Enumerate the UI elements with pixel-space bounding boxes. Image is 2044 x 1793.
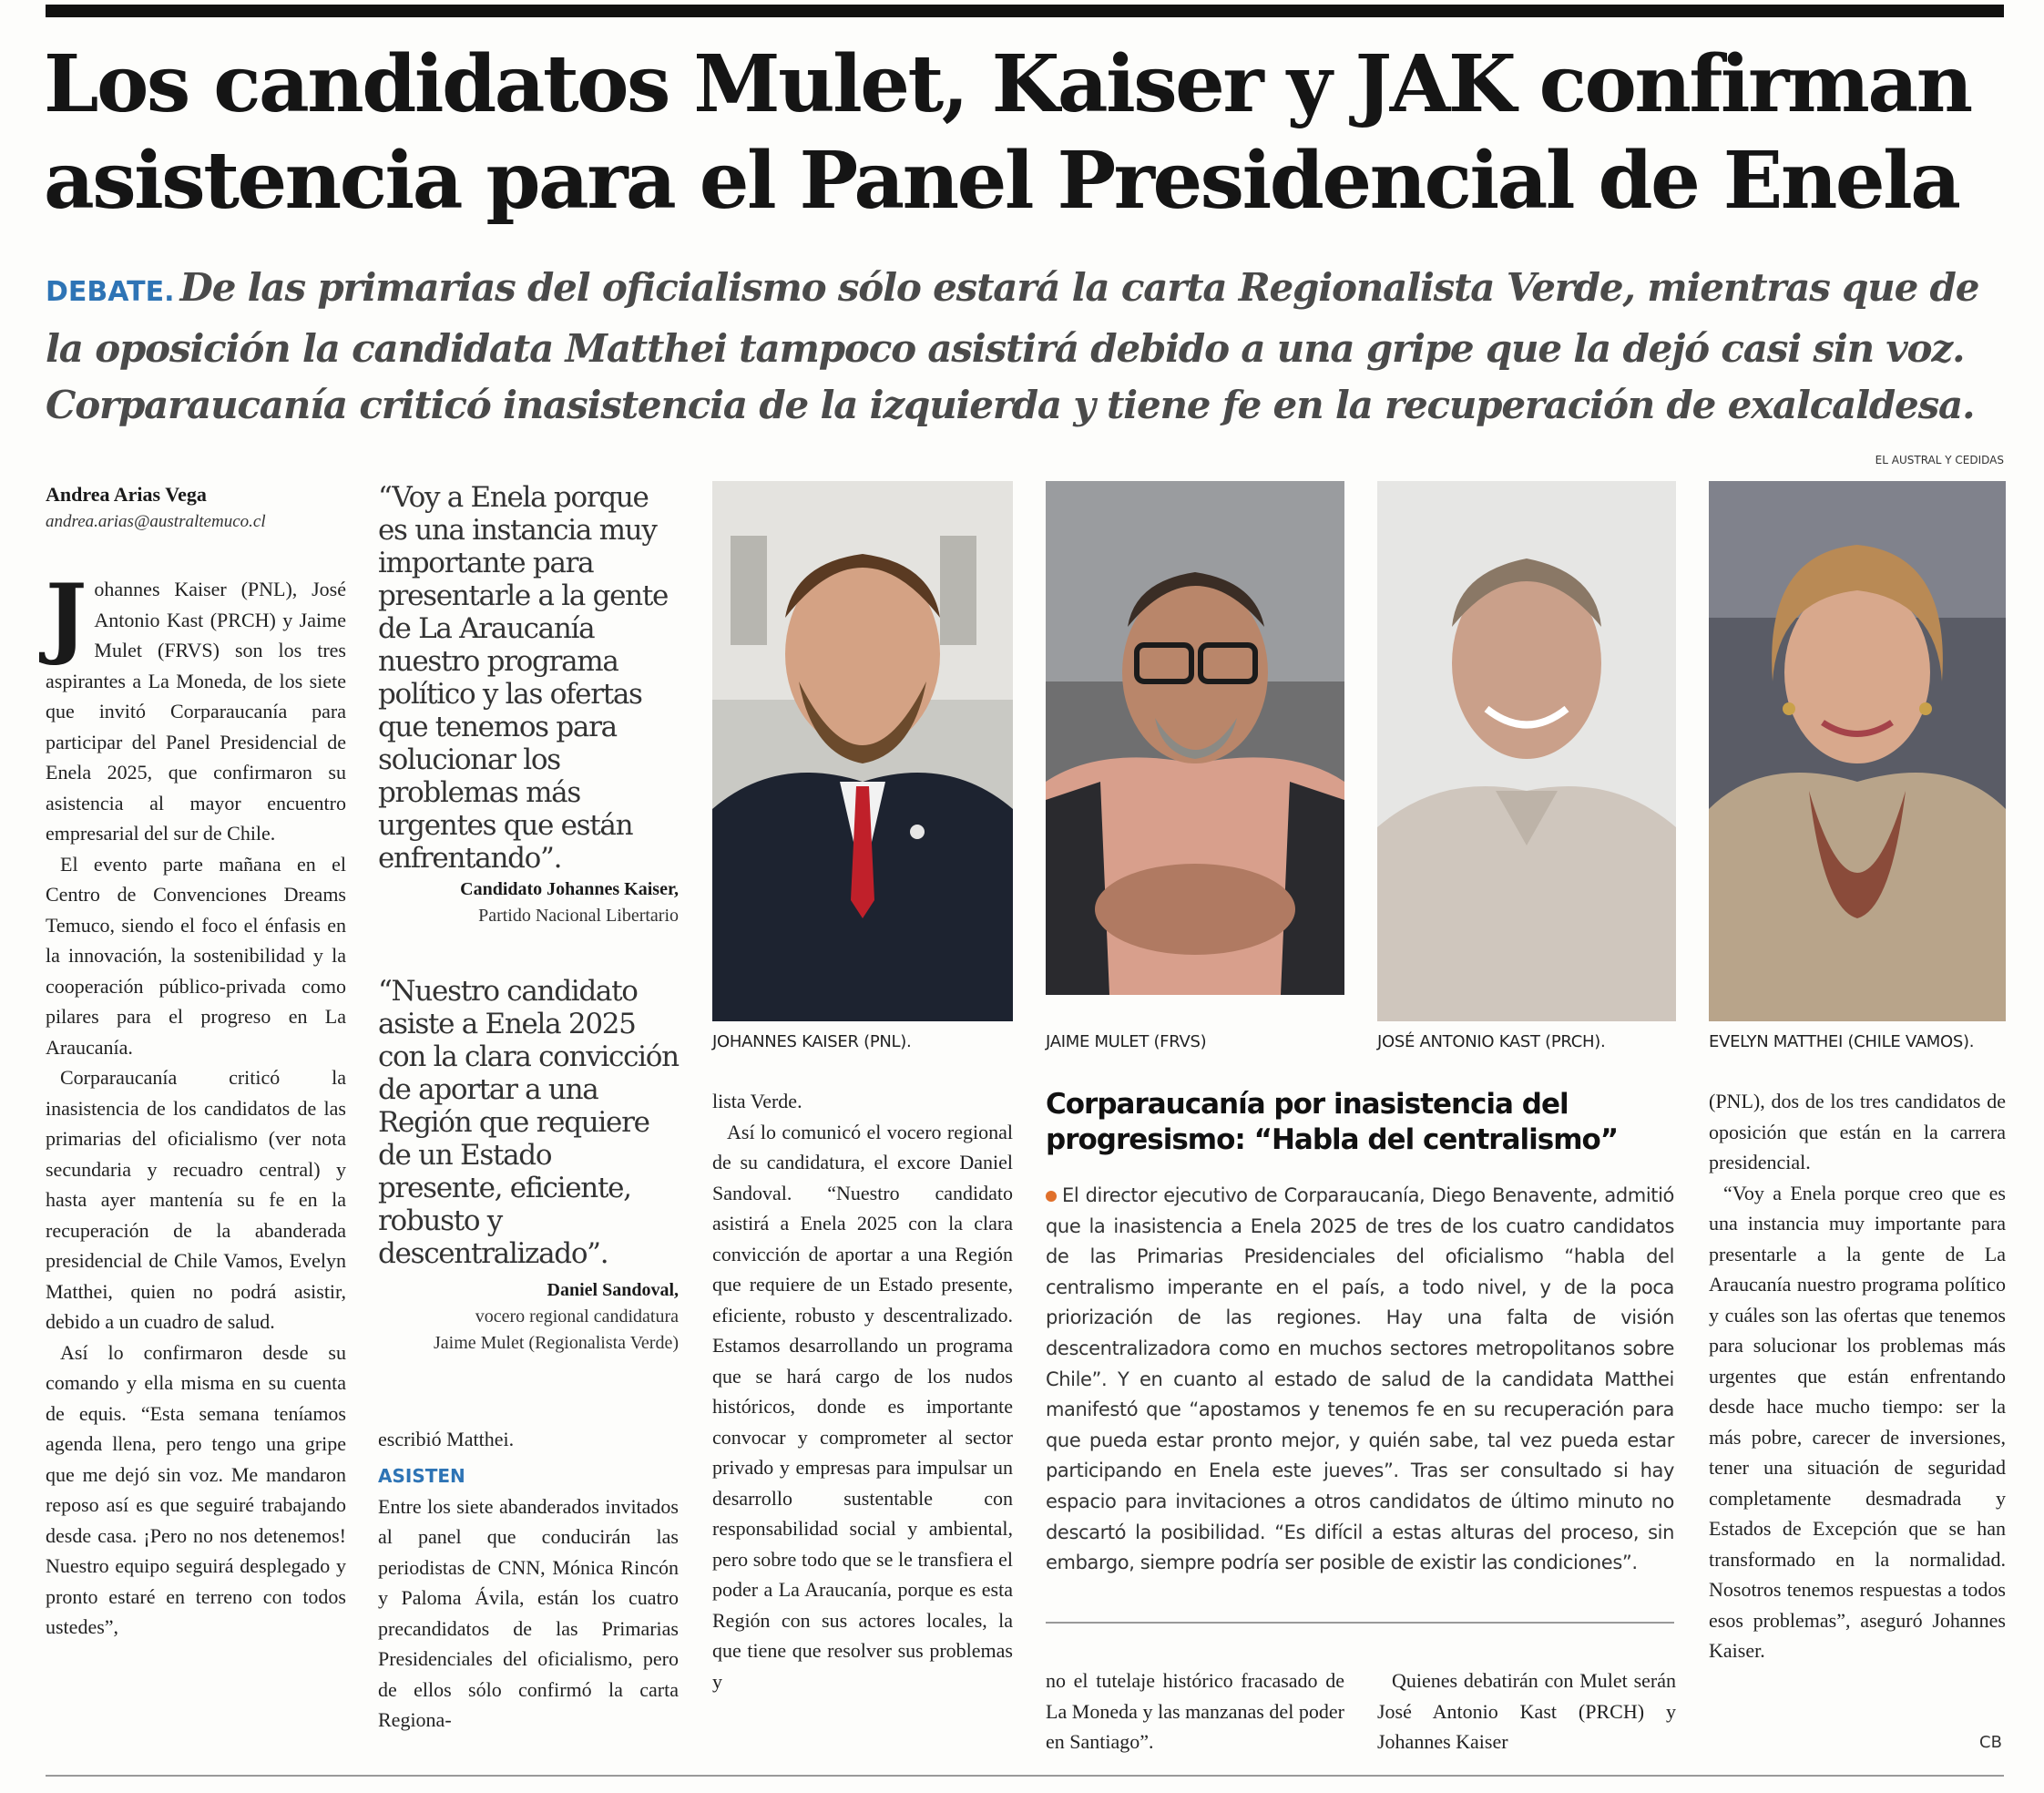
headline-line-2: asistencia para el Panel Presidencial de Enela [44, 135, 1959, 227]
end-mark-icon: CB [1979, 1733, 2002, 1752]
headline-line-1: Los candidatos Mulet, Kaiser y JAK confirman [44, 38, 1971, 130]
paragraph: Johannes Kaiser (PNL), José Antonio Kast (PRCH) y Jaime Mulet (FRVS) son los tres aspirantes a La Moneda, de los siete que invitó Corparaucanía para participar del Panel Presidencial de Enela 2025, que confirmaron su asistencia al mayor encuentro empresarial del sur de Chile. [46, 565, 346, 845]
caption-evelyn-matthei: EVELYN MATTHEI (CHILE VAMOS). [1709, 1032, 1975, 1051]
paragraph: Así lo confirmaron desde su comando y ella misma en su cuenta de equis. “Esta semana teníamos agenda llena, pero tengo una gripe que me dejó sin voz. Me mandaron reposo así es que seguiré trabajando desde casa. ¡Pero no nos detenemos! Nuestro equipo seguirá desplegado y pronto estaré en terreno con todos ustedes”, [46, 1340, 346, 1638]
column-2 [378, 1424, 679, 1736]
quote-author-role: vocero regional candidatura [475, 1306, 679, 1327]
top-rule [46, 5, 2004, 17]
subhead-asisten: ASISTEN [378, 1464, 465, 1487]
caption-jaime-mulet: JAIME MULET (FRVS) [1046, 1032, 1207, 1051]
bottom-rule [46, 1775, 2004, 1777]
pull-quote-kaiser: “Voy a Enela porque es una instancia muy importante para presentarle a la gente de La Araucanía nuestro programa político y las ofertas que tenemos para solucionar los problemas más urgentes que están enfrentando”. [378, 481, 669, 875]
caption-johannes-kaiser: JOHANNES KAISER (PNL). [712, 1032, 912, 1051]
paragraph: (PNL), dos de los tres candidatos de oposición que están en la carrera presidencial. [1709, 1090, 2006, 1173]
box-title: Corparaucanía por inasistencia del progresismo: “Habla del centralismo” [1046, 1088, 1619, 1156]
headline [44, 36, 2011, 230]
photo-jose-antonio-kast [1377, 481, 1676, 1021]
box-body: El director ejecutivo de Corparaucanía, Diego Benavente, admitió que la inasistencia a Enela 2025 de tres de los cuatro candidatos de las Primarias Presidenciales del oficialismo “habla del centralismo imperante en el país, a todo nivel, y de la poca priorización de las regiones. Hay una falta de visión descentralizadora como en muchos sectores metropolitanos sobre Chile”. Y en cuanto al estado de salud de la candidata Matthei manifestó que “apostamos y tenemos fe en su recuperación para que pueda estar pronto mejor, y quién sabe, tal vez pueda estar participando en Enela este jueves”. Tras ser consultado si hay espacio para invitaciones a otros candidatos de último minuto no descartó la posibilidad. “Es difícil a estas alturas del proceso, sin embargo, siempre podría ser posible de existir las condiciones”. [1046, 1184, 1674, 1574]
portrait-illustration [1377, 481, 1676, 1021]
box-rule [1046, 1622, 1674, 1624]
photo-jaime-mulet [1046, 481, 1344, 995]
caption-jose-antonio-kast: JOSÉ ANTONIO KAST (PRCH). [1377, 1032, 1606, 1051]
photo-evelyn-matthei [1709, 481, 2006, 1021]
deck-text: De las primarias del oficialismo sólo estará la carta Regionalista Verde, mientras que de la oposición la candidata Matthei tampoco asistirá debido a una gripe que la dejó casi sin voz. Corparaucanía criticó inasistencia de la izquierda y tiene fe en la recuperación de exalcaldesa. [46, 265, 1979, 427]
paragraph: Quienes debatirán con Mulet serán José Antonio Kast (PRCH) y Johannes Kaiser [1377, 1669, 1676, 1753]
portrait-illustration [1709, 481, 2006, 1021]
column-5 [1377, 1665, 1676, 1757]
byline-name: Andrea Arias Vega [46, 483, 207, 506]
byline [46, 481, 346, 536]
bullet-icon [1046, 1191, 1057, 1202]
dropcap: J [46, 565, 87, 668]
paragraph: no el tutelaje histórico fracasado de La Moneda y las manzanas del poder en Santiago”. [1046, 1669, 1344, 1753]
paragraph: “Voy a Enela porque creo que es una instancia muy importante para presentarle a la gente de La Araucanía nuestro programa político y cuáles son las ofertas que tenemos para solucionar los problemas más urgentes que están enfrentando desde hace mucho tiempo: ser la más pobre, carecer de inversiones, tener una situación de seguridad completamente desmadrada y Estados de Excepción que se han transformado en la normalidad. Nosotros tenemos respuestas a todos esos problemas”, aseguró Johannes Kaiser. [1709, 1181, 2006, 1662]
paragraph: El evento parte mañana en el Centro de Convenciones Dreams Temuco, siendo el foco el énfasis en la innovación, la sostenibilidad y la cooperación público-privada como pilares para el progreso en La Araucanía. [46, 852, 346, 1059]
portrait-illustration [712, 481, 1013, 1021]
quote-author-role: Partido Nacional Libertario [478, 906, 679, 926]
paragraph: Así lo comunicó el vocero regional de su candidatura, el excore Daniel Sandoval. “Nuestro candidato asistirá a Enela 2025 con la clara convicción de aportar a una Región que requiere de un Estado presente, eficiente, robusto y descentralizado. Estamos desarrollando un programa que se hará cargo de los nudos históricos, donde es importante convocar y comprometer al sector privado y empresas para impulsar un desarrollo sustentable con responsabilidad social y ambiental, pero sobre todo que se le transfiera el poder a La Araucanía, porque es esta Región con sus actores locales, la que tiene que resolver sus problemas y [712, 1120, 1013, 1693]
column-1 [46, 565, 346, 1643]
byline-email: andrea.arias@australtemuco.cl [46, 512, 266, 531]
quote-author: Daniel Sandoval, [547, 1280, 679, 1300]
paragraph: Entre los siete abanderados invitados al panel que conducirán las periodistas de CNN, Mónica Rincón y Paloma Ávila, están los cuatro precandidatos de las Primarias Presidenciales del oficialismo, pero de ellos sólo confirmó la carta Regiona- [378, 1494, 679, 1731]
column-6 [1709, 1086, 2006, 1666]
paragraph: escribió Matthei. [378, 1428, 515, 1450]
quote-attribution-kaiser [378, 876, 679, 929]
quote-author-role: Jaime Mulet (Regionalista Verde) [433, 1333, 679, 1353]
photo-credit: EL AUSTRAL Y CEDIDAS [1875, 454, 2004, 466]
deck [46, 260, 2004, 434]
paragraph: Corparaucanía criticó la inasistencia de los candidatos de las primarias del oficialismo (ver nota secundaria y recuadro central) y hasta ayer mantenía su fe en la recuperación de la abanderada presidencial de Chile Vamos, Evelyn Matthei, quien no podrá asistir, debido a un cuadro de salud. [46, 1066, 346, 1333]
deck-kicker: DEBATE. [46, 276, 175, 308]
portrait-illustration [1046, 481, 1344, 995]
column-4 [1046, 1665, 1344, 1757]
column-3 [712, 1086, 1013, 1696]
paragraph: lista Verde. [712, 1090, 802, 1112]
quote-author: Candidato Johannes Kaiser, [460, 879, 679, 899]
pull-quote-sandoval: “Nuestro candidato asiste a Enela 2025 con la clara convicción de aportar a una Región que requiere de un Estado presente, eficiente, robusto y descentralizado”. [378, 975, 679, 1270]
photo-johannes-kaiser [712, 481, 1013, 1021]
quote-attribution-sandoval [378, 1277, 679, 1357]
